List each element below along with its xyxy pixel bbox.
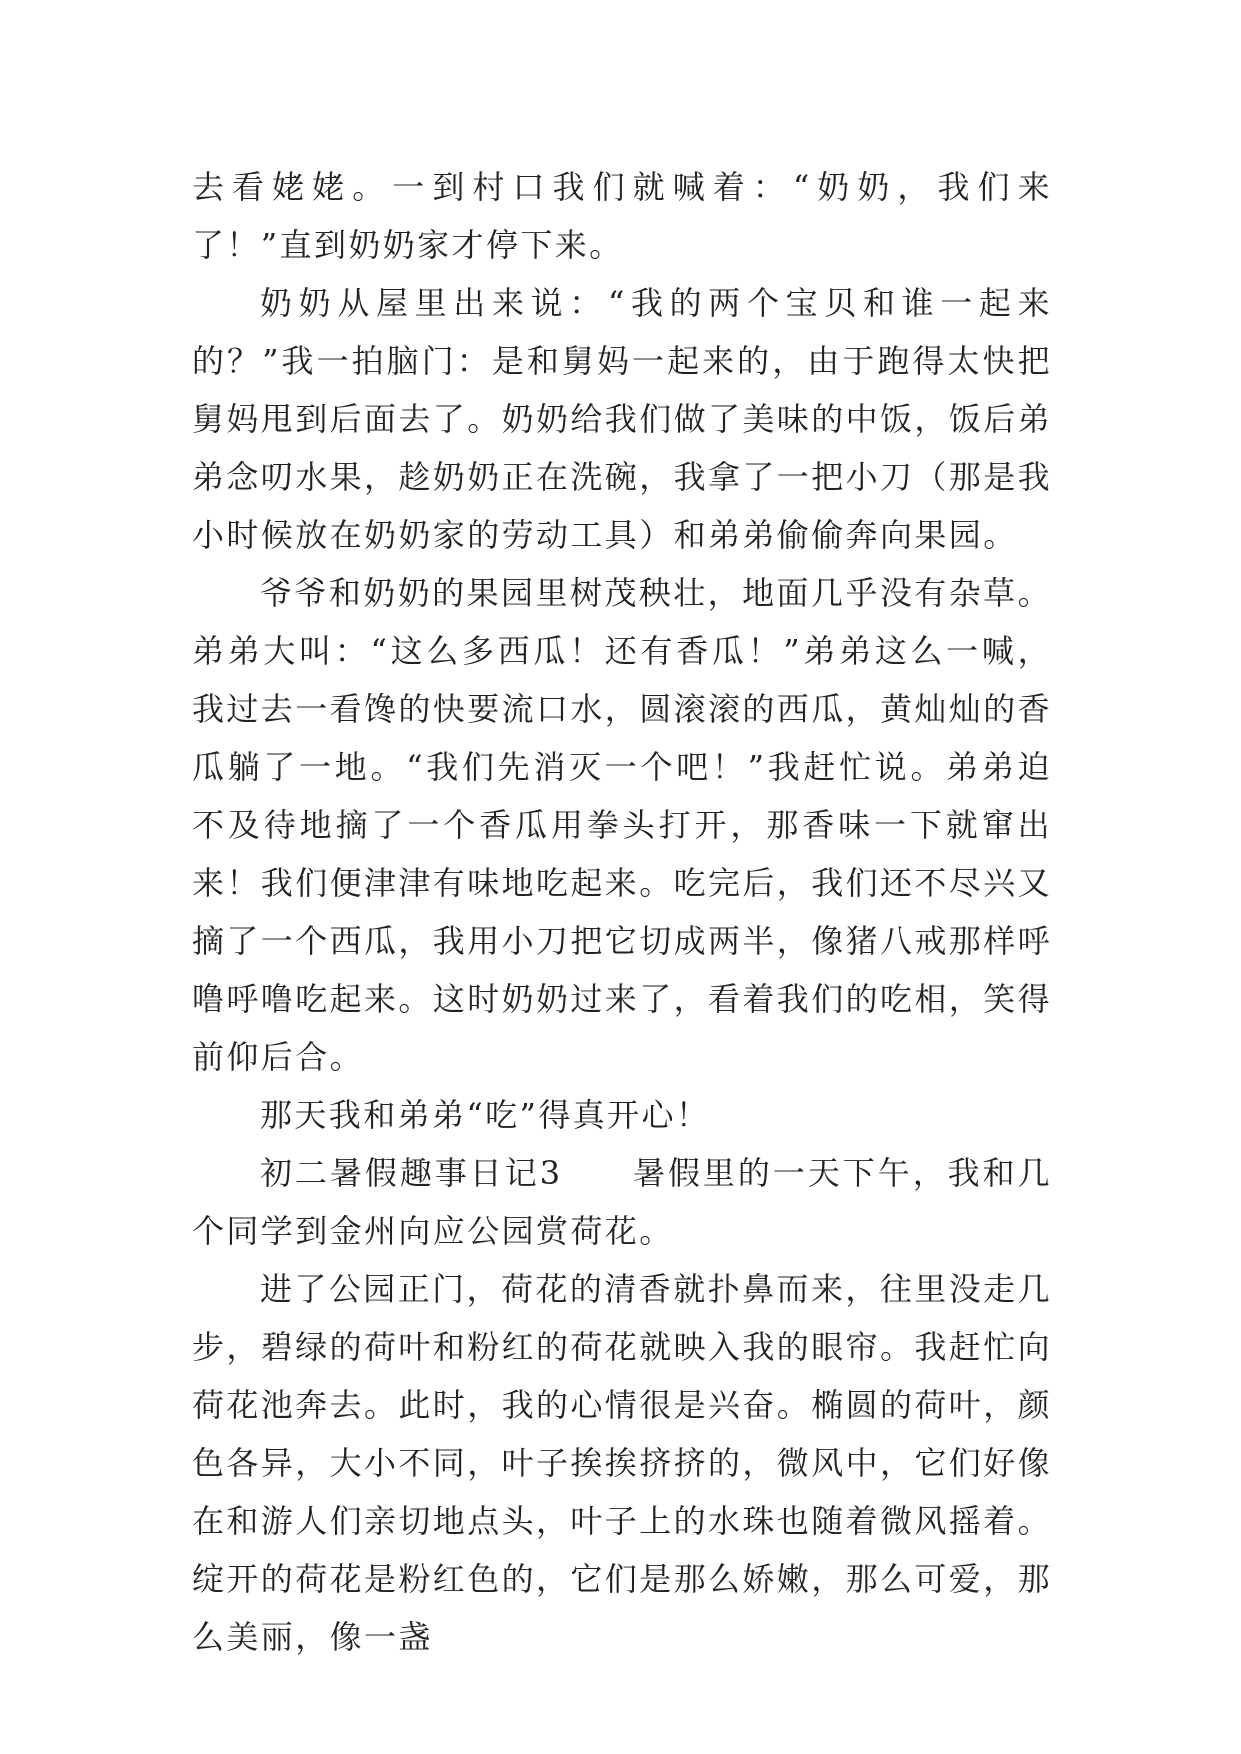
paragraph-3: 爷爷和奶奶的果园里树茂秧壮，地面几乎没有杂草。弟弟大叫：“这么多西瓜！还有香瓜！”弟弟这么一喊，我过去一看馋的快要流口水，圆滚滚的西瓜，黄灿灿的香瓜躺了一地。“我们先消灭一个吧！”我赶忙说。弟弟迫不及待地摘了一个香瓜用拳头打开，那香味一下就窜出来！我们便津津有味地吃起来。吃完后，我们还不尽兴又摘了一个西瓜，我用小刀把它切成两半，像猪八戒那样呼噜呼噜吃起来。这时奶奶过来了，看着我们的吃相，笑得前仰后合。 [192,574,1053,1076]
document-body [192,158,1052,1666]
paragraph-1: 去看姥姥。一到村口我们就喊着：“奶奶，我们来了！”直到奶奶家才停下来。 [192,168,1052,264]
paragraph-5: 初二暑假趣事日记3 暑假里的一天下午，我和几个同学到金州向应公园赏荷花。 [192,1154,1052,1250]
paragraph-2: 奶奶从屋里出来说：“我的两个宝贝和谁一起来的？”我一拍脑门：是和舅妈一起来的，由于跑得太快把舅妈甩到后面去了。奶奶给我们做了美味的中饭，饭后弟弟念叨水果，趁奶奶正在洗碗，我拿了一把小刀（那是我小时候放在奶奶家的劳动工具）和弟弟偷偷奔向果园。 [192,284,1053,554]
paragraph-6: 进了公园正门，荷花的清香就扑鼻而来，往里没走几步，碧绿的荷叶和粉红的荷花就映入我的眼帘。我赶忙向荷花池奔去。此时，我的心情很是兴奋。椭圆的荷叶，颜色各异，大小不同，叶子挨挨挤挤的，微风中，它们好像在和游人们亲切地点头，叶子上的水珠也随着微风摇着。绽开的荷花是粉红色的，它们是那么娇嫩，那么可爱，那么美丽，像一盏 [192,1270,1053,1656]
paragraph-4: 那天我和弟弟“吃”得真开心！ [260,1096,711,1134]
